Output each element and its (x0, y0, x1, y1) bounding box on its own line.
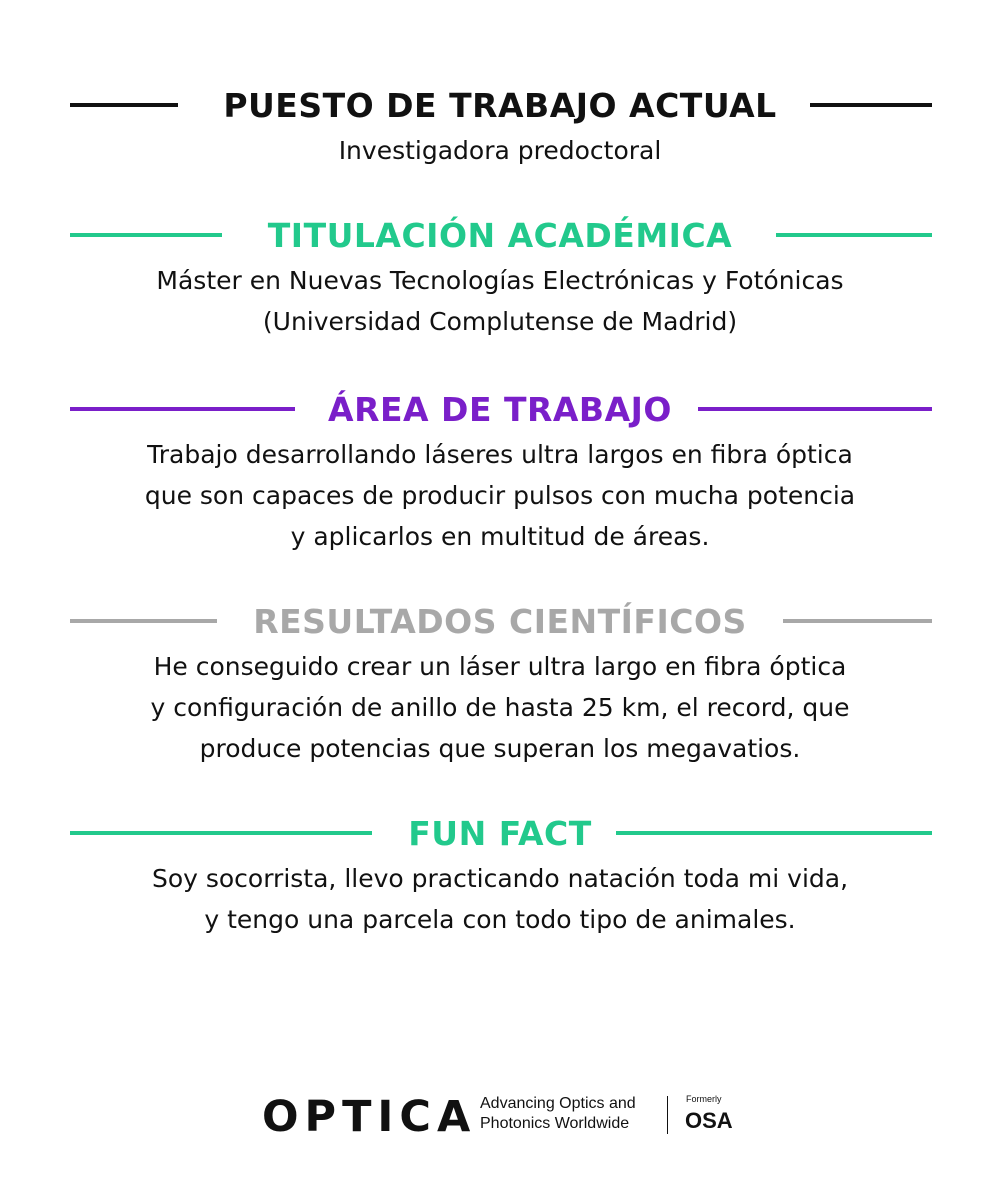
section-body (0, 434, 1000, 557)
section-work-area (0, 384, 1000, 557)
section-current-position (0, 80, 1000, 171)
body-line: y tengo una parcela con todo tipo de animales. (204, 905, 796, 934)
heading-rule-right (776, 233, 932, 237)
body-line: He conseguido crear un láser ultra largo en fibra óptica (153, 652, 847, 681)
section-body (0, 646, 1000, 769)
optica-logo: OPTICA (262, 1092, 477, 1142)
logo-divider (667, 1096, 668, 1134)
section-heading: FUN FACT (408, 813, 592, 853)
section-heading-row (0, 384, 1000, 434)
tagline-line: Advancing Optics and (480, 1095, 636, 1112)
heading-rule-left (70, 831, 372, 835)
body-line: y configuración de anillo de hasta 25 km, el record, que (150, 693, 850, 722)
osa-logo: OSA (685, 1108, 733, 1133)
body-line: Máster en Nuevas Tecnologías Electrónicas y Fotónicas (156, 266, 844, 295)
formerly-label: Formerly (686, 1094, 722, 1104)
body-line: Trabajo desarrollando láseres ultra largos en fibra óptica (147, 440, 853, 469)
section-body (0, 260, 1000, 342)
heading-rule-right (783, 619, 932, 623)
heading-rule-left (70, 103, 178, 107)
section-body (0, 858, 1000, 940)
section-scientific-results (0, 596, 1000, 769)
heading-rule-right (810, 103, 932, 107)
body-line: y aplicarlos en multitud de áreas. (290, 522, 710, 551)
section-academic-degree (0, 210, 1000, 342)
body-line: que son capaces de producir pulsos con mucha potencia (144, 481, 856, 510)
heading-rule-left (70, 407, 295, 411)
section-heading-row (0, 596, 1000, 646)
section-heading-row (0, 808, 1000, 858)
footer-logo (0, 1088, 1000, 1148)
heading-rule-left (70, 233, 222, 237)
heading-rule-right (616, 831, 932, 835)
section-heading-row (0, 210, 1000, 260)
section-body (0, 130, 1000, 171)
heading-rule-right (698, 407, 932, 411)
body-line: produce potencias que superan los megavatios. (199, 734, 801, 763)
section-heading: RESULTADOS CIENTÍFICOS (253, 601, 747, 641)
section-heading: ÁREA DE TRABAJO (328, 389, 672, 429)
body-line: (Universidad Complutense de Madrid) (262, 307, 738, 336)
body-line: Soy socorrista, llevo practicando natación toda mi vida, (151, 864, 849, 893)
heading-rule-left (70, 619, 217, 623)
body-line: Investigadora predoctoral (338, 136, 662, 165)
logo-tagline (480, 1094, 636, 1134)
section-heading: PUESTO DE TRABAJO ACTUAL (223, 85, 777, 125)
tagline-line: Photonics Worldwide (480, 1115, 630, 1132)
section-fun-fact (0, 808, 1000, 940)
section-heading: TITULACIÓN ACADÉMICA (267, 215, 733, 255)
section-heading-row (0, 80, 1000, 130)
